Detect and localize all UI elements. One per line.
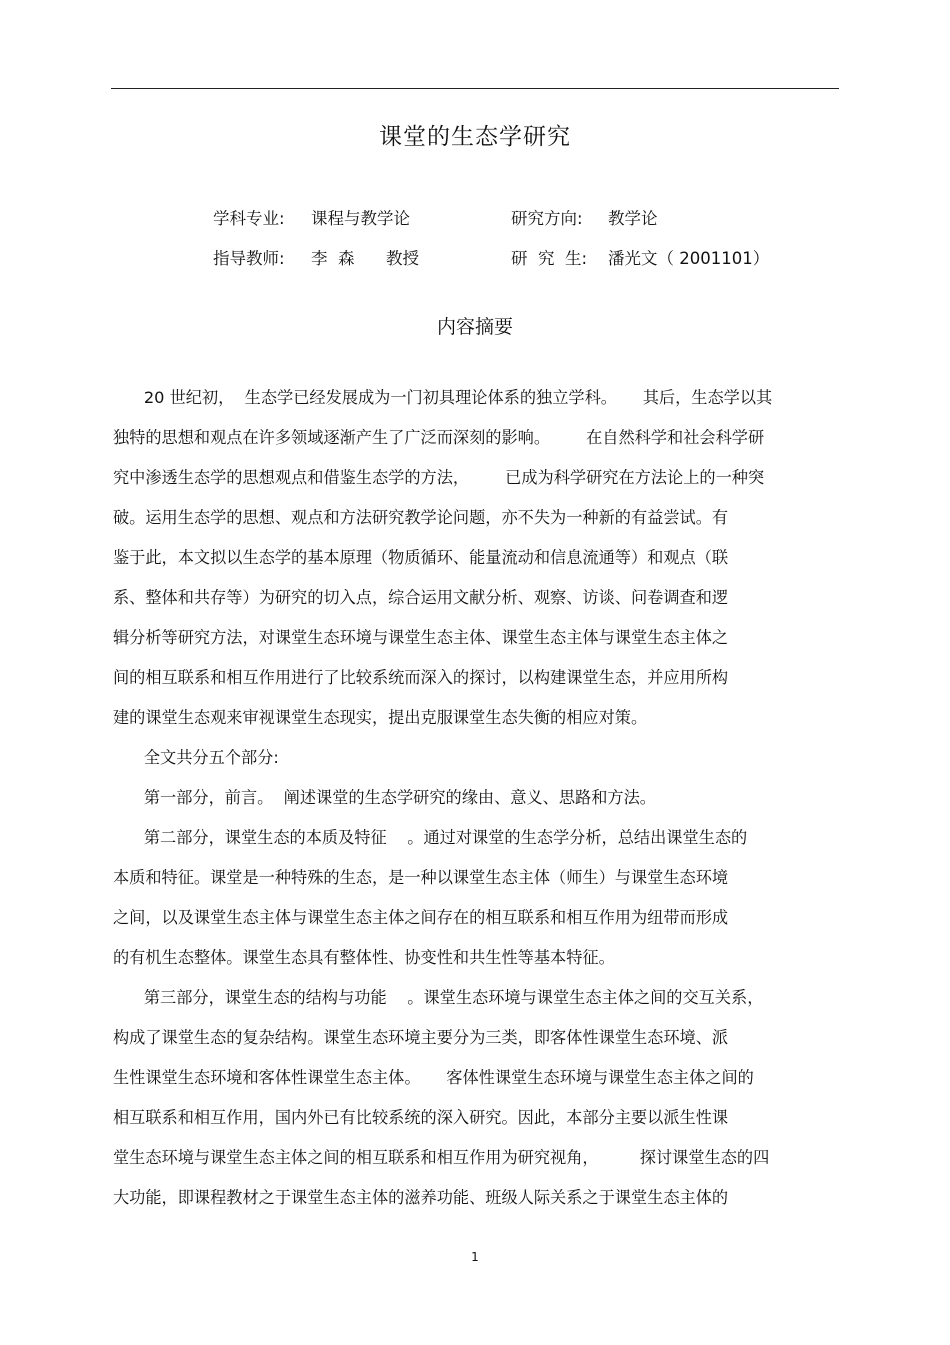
abstract-line: 第二部分，课堂生态的本质及特征 。通过对课堂的生态学分析，总结出课堂生态的 — [113, 828, 748, 847]
major-label: 学科专业: — [213, 209, 285, 228]
major-value: 课程与教学论 — [311, 209, 410, 228]
direction-label: 研究方向: — [511, 209, 583, 228]
abstract-line: 破。运用生态学的思想、观点和方法研究教学论问题，亦不失为一种新的有益尝试。有 — [113, 508, 729, 527]
abstract-line: 究中渗透生态学的思想观点和借鉴生态学的方法， 已成为科学研究在方法论上的一种突 — [113, 468, 765, 487]
abstract-body — [113, 378, 835, 1218]
abstract-line: 系、整体和共存等）为研究的切入点，综合运用文献分析、观察、访谈、问卷调查和逻 — [113, 588, 729, 607]
abstract-line: 独特的思想和观点在许多领域逐渐产生了广泛而深刻的影响。 在自然科学和社会科学研 — [113, 428, 765, 447]
abstract-line: 堂生态环境与课堂生态主体之间的相互联系和相互作用为研究视角， 探讨课堂生态的四 — [113, 1148, 770, 1167]
abstract-line: 相互联系和相互作用，国内外已有比较系统的深入研究。因此，本部分主要以派生性课 — [113, 1108, 729, 1127]
abstract-line: 构成了课堂生态的复杂结构。课堂生态环境主要分为三类，即客体性课堂生态环境、派 — [113, 1028, 729, 1047]
student-label: 研 究 生: — [511, 249, 588, 268]
abstract-line: 生性课堂生态环境和客体性课堂生态主体。 客体性课堂生态环境与课堂生态主体之间的 — [113, 1068, 754, 1087]
abstract-line: 辑分析等研究方法，对课堂生态环境与课堂生态主体、课堂生态主体与课堂生态主体之 — [113, 628, 729, 647]
paper-title: 课堂的生态学研究 — [379, 124, 571, 150]
abstract-line: 20 世纪初， 生态学已经发展成为一门初具理论体系的独立学科。 其后，生态学以其 — [113, 388, 773, 407]
direction-value: 教学论 — [608, 209, 658, 228]
abstract-line: 第一部分，前言。 阐述课堂的生态学研究的缘由、意义、思路和方法。 — [113, 788, 656, 807]
abstract-heading: 内容摘要 — [436, 316, 513, 338]
abstract-line: 的有机生态整体。课堂生态具有整体性、协变性和共生性等基本特征。 — [113, 948, 615, 967]
abstract-line: 间的相互联系和相互作用进行了比较系统而深入的探讨，以构建课堂生态，并应用所构 — [113, 668, 729, 687]
abstract-line: 建的课堂生态观来审视课堂生态现实，提出克服课堂生态失衡的相应对策。 — [113, 708, 648, 727]
header-rule — [111, 88, 839, 89]
abstract-line: 大功能，即课程教材之于课堂生态主体的滋养功能、班级人际关系之于课堂生态主体的 — [113, 1188, 729, 1207]
abstract-line: 鉴于此，本文拟以生态学的基本原理（物质循环、能量流动和信息流通等）和观点（联 — [113, 548, 729, 567]
student-value: 潘光文（ 2001101） — [608, 249, 770, 268]
advisor-label: 指导教师: — [213, 249, 285, 268]
abstract-line: 全文共分五个部分: — [113, 748, 279, 767]
page-number: 1 — [471, 1250, 479, 1264]
abstract-line: 本质和特征。课堂是一种特殊的生态，是一种以课堂生态主体（师生）与课堂生态环境 — [113, 868, 729, 887]
abstract-line: 第三部分，课堂生态的结构与功能 。课堂生态环境与课堂生态主体之间的交互关系， — [113, 988, 764, 1007]
advisor-value: 李 森 教授 — [311, 249, 419, 268]
abstract-line: 之间，以及课堂生态主体与课堂生态主体之间存在的相互联系和相互作用为纽带而形成 — [113, 908, 729, 927]
